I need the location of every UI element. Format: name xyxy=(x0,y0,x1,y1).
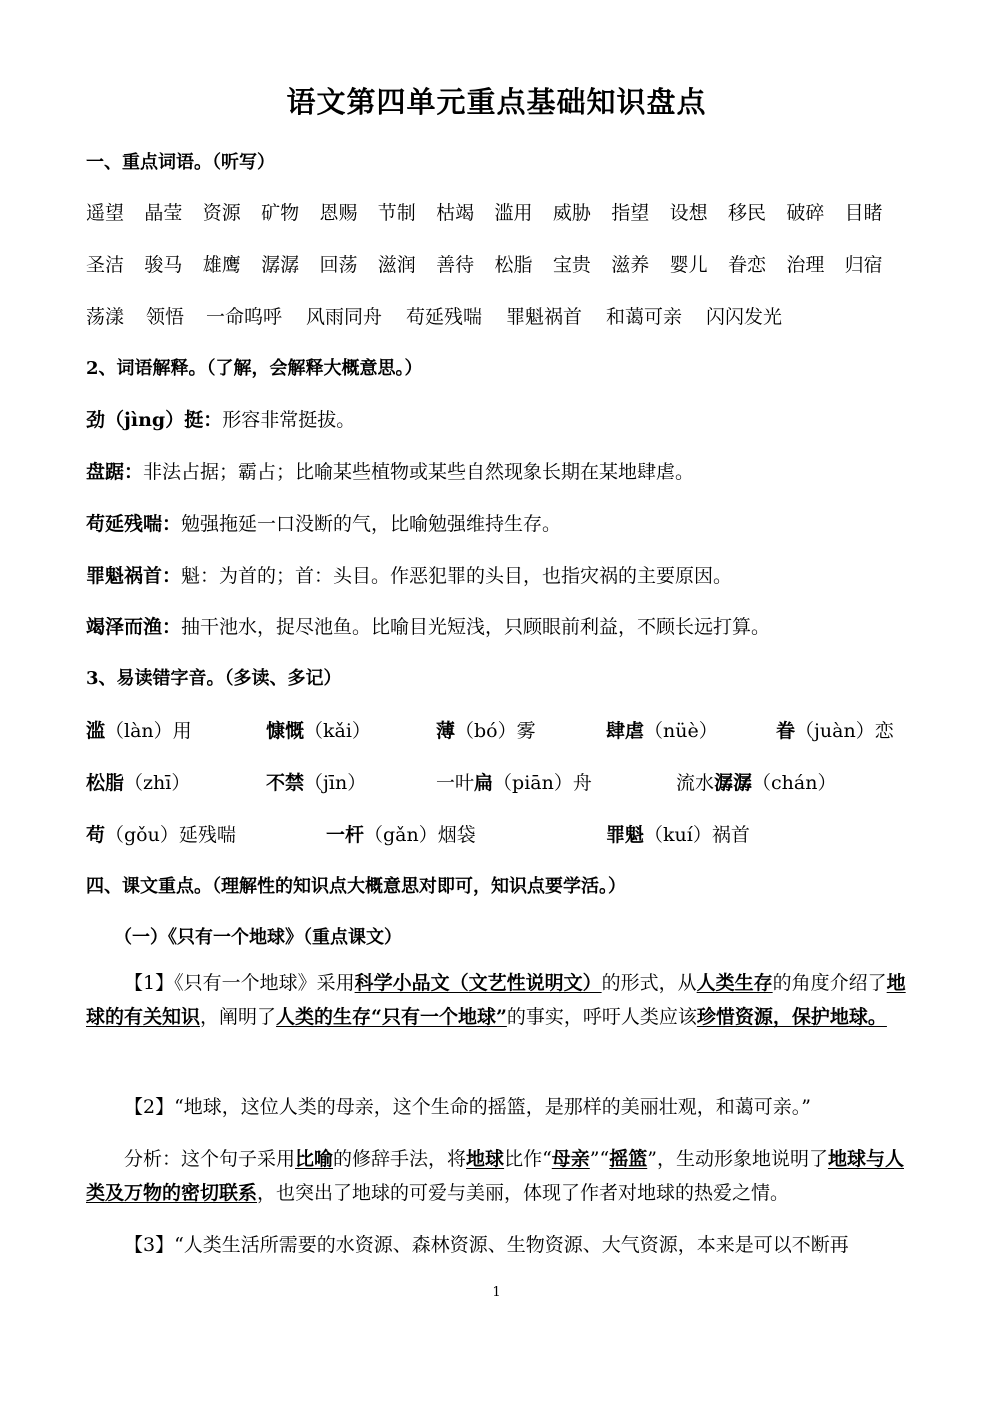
word-list-row-3 xyxy=(86,302,903,329)
vocab-word: 遥望 xyxy=(86,202,125,224)
vocab-word: 回荡 xyxy=(319,254,358,276)
vocab-word: 苟延残喘 xyxy=(406,306,483,328)
vocab-word: 移民 xyxy=(727,202,766,224)
pronunciation-item: 一叶扁（piān）舟 xyxy=(436,772,592,794)
pronunciation-item: 慷慨（kǎi） xyxy=(266,720,371,742)
definition-term: 竭泽而渔： xyxy=(86,616,182,638)
word-list-row-2 xyxy=(86,250,903,277)
vocab-word: 罪魁祸首 xyxy=(506,306,583,328)
section-2-heading: 2、词语解释。（了解，会解释大概意思。） xyxy=(86,358,423,379)
section-4-heading: 四、课文重点。（理解性的知识点大概意思对即可，知识点要学活。） xyxy=(86,876,626,897)
vocab-word: 破碎 xyxy=(786,202,825,224)
pronunciation-item: 流水潺潺（chán） xyxy=(676,772,837,794)
definition-text: 魁：为首的；首：头目。作恶犯罪的头目，也指灾祸的主要原因。 xyxy=(181,565,733,587)
definition-item xyxy=(86,405,903,432)
pronunciation-item: 眷（juàn）恋 xyxy=(776,720,894,742)
pronunciation-item: 一杆（gǎn）烟袋 xyxy=(326,824,476,846)
definition-term: 苟延残喘： xyxy=(86,513,182,535)
vocab-word: 晶莹 xyxy=(144,202,183,224)
vocab-word: 枯竭 xyxy=(436,202,475,224)
vocab-word: 设想 xyxy=(669,202,708,224)
vocab-word: 松脂 xyxy=(494,254,533,276)
vocab-word: 圣洁 xyxy=(86,254,125,276)
definition-term: 劲（jìng）挺： xyxy=(86,409,223,431)
pronunciation-item: 不禁（jīn） xyxy=(266,772,367,794)
pronunciation-item: 肆虐（nüè） xyxy=(606,720,718,742)
key-point-paragraph-1: 【1】《只有一个地球》采用科学小品文（文艺性说明文）的形式，从人类生存的角度介绍了地球的有关知识，阐明了人类的生存“只有一个地球”的事实，呼吁人类应该珍惜资源，保护地球。 xyxy=(86,972,906,1028)
definition-term: 罪魁祸首： xyxy=(86,565,182,587)
vocab-word: 恩赐 xyxy=(319,202,358,224)
vocab-word: 一命呜呼 xyxy=(206,306,283,328)
vocab-word: 目睹 xyxy=(844,202,883,224)
key-point-paragraph-3: 【3】“人类生活所需要的水资源、森林资源、生物资源、大气资源，本来是可以不断再 xyxy=(124,1234,849,1256)
definition-term: 盘踞： xyxy=(86,461,144,483)
vocab-word: 善待 xyxy=(436,254,475,276)
definition-item xyxy=(86,561,903,588)
vocab-word: 矿物 xyxy=(261,202,300,224)
vocab-word: 指望 xyxy=(611,202,650,224)
vocab-word: 眷恋 xyxy=(727,254,766,276)
definition-item xyxy=(86,457,903,484)
word-list-row-1 xyxy=(86,198,903,225)
key-point-paragraph-2: 【2】“地球，这位人类的母亲，这个生命的摇篮，是那样的美丽壮观，和蔼可亲。” xyxy=(124,1096,812,1118)
definition-item xyxy=(86,509,903,536)
lesson-subheading: （一）《只有一个地球》（重点课文） xyxy=(114,927,402,948)
definition-text: 勉强拖延一口没断的气，比喻勉强维持生存。 xyxy=(181,513,562,535)
vocab-word: 威胁 xyxy=(552,202,591,224)
vocab-word: 骏马 xyxy=(144,254,183,276)
vocab-word: 雄鹰 xyxy=(202,254,241,276)
vocab-word: 婴儿 xyxy=(669,254,708,276)
vocab-word: 闪闪发光 xyxy=(706,306,783,328)
vocab-word: 领悟 xyxy=(146,306,185,328)
definition-text: 抽干池水，捉尽池鱼。比喻目光短浅，只顾眼前利益，不顾长远打算。 xyxy=(181,616,771,638)
vocab-word: 归宿 xyxy=(844,254,883,276)
vocab-word: 资源 xyxy=(202,202,241,224)
pronunciation-item: 松脂（zhī） xyxy=(86,772,191,794)
definition-item xyxy=(86,612,903,639)
vocab-word: 治理 xyxy=(786,254,825,276)
vocab-word: 节制 xyxy=(377,202,416,224)
vocab-word: 滋养 xyxy=(611,254,650,276)
vocab-word: 和蔼可亲 xyxy=(606,306,683,328)
definition-text: 非法占据；霸占；比喻某些植物或某些自然现象长期在某地肆虐。 xyxy=(143,461,695,483)
pronunciation-item: 滥（làn）用 xyxy=(86,720,192,742)
vocab-word: 风雨同舟 xyxy=(306,306,383,328)
document-title: 语文第四单元重点基础知识盘点 xyxy=(286,85,707,119)
definition-text: 形容非常挺拔。 xyxy=(222,409,356,431)
page-number: 1 xyxy=(492,1285,501,1300)
section-3-heading: 3、易读错字音。（多读、多记） xyxy=(86,668,342,689)
pronunciation-item: 薄（bó）雾 xyxy=(436,720,536,742)
pronunciation-item: 苟（gǒu）延残喘 xyxy=(86,824,236,846)
vocab-word: 潺潺 xyxy=(261,254,300,276)
pronunciation-item: 罪魁（kuí）祸首 xyxy=(606,824,750,846)
vocab-word: 荡漾 xyxy=(86,306,125,328)
vocab-word: 滥用 xyxy=(494,202,533,224)
section-1-heading: 一、重点词语。（听写） xyxy=(86,152,275,173)
analysis-paragraph: 分析：这个句子采用比喻的修辞手法，将地球比作“母亲”“摇篮”，生动形象地说明了地球与人类及万物的密切联系，也突出了地球的可爱与美丽，体现了作者对地球的热爱之情。 xyxy=(86,1148,904,1204)
vocab-word: 宝贵 xyxy=(552,254,591,276)
vocab-word: 滋润 xyxy=(377,254,416,276)
